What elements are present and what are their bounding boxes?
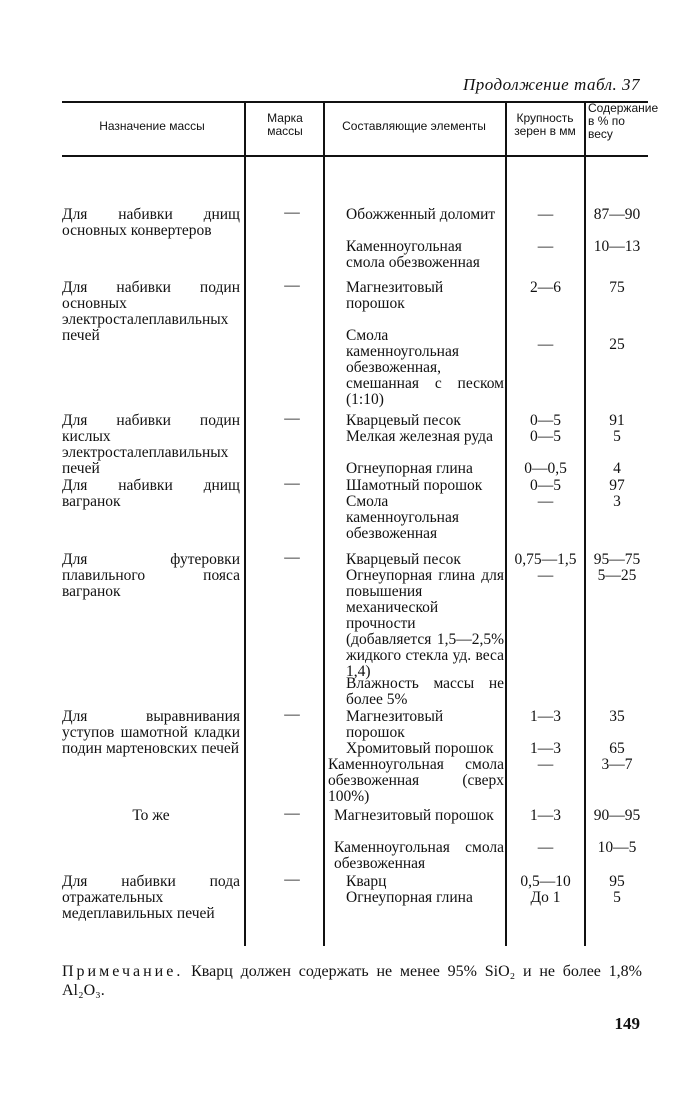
content-cell: 90—95 [593, 807, 641, 824]
size-cell: — [537, 206, 554, 223]
row-purpose: Для набивки днищ основных конвертеров [62, 206, 240, 239]
size-cell: — [537, 493, 554, 510]
content-cell: 97 [609, 477, 625, 494]
size-cell: До 1 [530, 889, 561, 906]
row-purpose: Для набивки пода отражательных медеплавильных печей [62, 873, 240, 922]
component-cell: Огнеупорная глина для повышения механической прочности (добавляется 1,5—2,5% жидкого стекла уд. веса 1,4) [346, 567, 504, 680]
table-note [62, 962, 642, 1000]
content-cell: 95—75 [593, 551, 641, 568]
header-content: Содержание в % по весу [588, 101, 659, 141]
content-cell: 4 [613, 460, 621, 477]
size-cell: 0,75—1,5 [514, 551, 577, 568]
content-cell: 75 [609, 279, 625, 296]
content-cell: 91 [609, 412, 625, 429]
component-cell: Магнезитовый порошок [346, 708, 444, 741]
size-cell: — [537, 238, 554, 255]
content-cell: 35 [609, 708, 625, 725]
column-divider [323, 101, 325, 946]
component-cell: Влажность массы не более 5% [346, 675, 504, 708]
size-cell: 1—3 [530, 708, 561, 725]
note-label: Примечание. [62, 963, 184, 980]
component-cell: Шамотный порошок [346, 477, 483, 494]
content-cell: 5 [613, 428, 621, 445]
size-cell: 1—3 [530, 740, 561, 757]
size-cell: 2—6 [530, 279, 561, 296]
row-mark: — [284, 204, 300, 221]
content-cell: 10—13 [593, 238, 641, 255]
component-cell: Кварц [346, 873, 387, 890]
component-cell: Кварцевый песок [346, 551, 461, 568]
header-mark: Марка массы [267, 111, 303, 138]
component-cell: Каменноугольная смола обезвоженная [346, 238, 480, 271]
component-cell: Магнезитовый порошок [346, 279, 444, 312]
row-mark: — [284, 706, 300, 723]
content-cell: 25 [609, 336, 625, 353]
row-mark: — [284, 475, 300, 492]
size-cell: — [537, 336, 554, 353]
row-purpose: Для набивки днищ вагранок [62, 477, 240, 510]
component-cell: Огнеупорная глина [346, 460, 473, 477]
content-cell: 3—7 [601, 756, 633, 773]
size-cell: 0,5—10 [520, 873, 571, 890]
row-purpose: Для набивки подин основных электросталеплавильных печей [62, 279, 240, 344]
table-caption: Продолжение табл. 37 [462, 75, 640, 94]
component-cell: Каменноугольная смола обезвоженная [334, 839, 504, 872]
row-mark: — [284, 549, 300, 566]
size-cell: 0—5 [530, 477, 561, 494]
size-cell: — [537, 839, 554, 856]
component-cell: Хромитовый порошок [346, 740, 494, 757]
header-components: Составляющие элементы [342, 119, 486, 133]
component-cell: Огнеупорная глина [346, 889, 473, 906]
component-cell: Кварцевый песок [346, 412, 461, 429]
size-cell: — [537, 756, 554, 773]
size-cell: 1—3 [530, 807, 561, 824]
row-purpose: Для набивки подин кислых электросталеплавильных печей [62, 412, 240, 477]
row-purpose: Для футеровки плавильного пояса вагранок [62, 551, 240, 600]
table-header-rule [62, 155, 648, 157]
content-cell: 95 [609, 873, 625, 890]
component-cell: Мелкая железная руда [346, 428, 493, 445]
row-mark: — [284, 805, 300, 822]
header-size: Крупность зерен в мм [514, 111, 576, 138]
content-cell: 87—90 [593, 206, 641, 223]
size-cell: 0—0,5 [524, 460, 567, 477]
size-cell: — [537, 567, 554, 584]
note-text: Кварц должен содержать не менее 95% SiO₂ и не более 1,8% Al₂O₃. [62, 963, 642, 999]
header-purpose: Назначение массы [99, 119, 205, 133]
component-cell: Магнезитовый порошок [334, 807, 494, 824]
page-number: 149 [614, 1014, 640, 1033]
component-cell: Каменноугольная смола обезвоженная (сверх 100%) [328, 756, 504, 805]
component-cell: Смола каменноугольная обезвоженная [346, 493, 459, 542]
row-mark: — [284, 277, 300, 294]
content-cell: 65 [609, 740, 625, 757]
size-cell: 0—5 [530, 428, 561, 445]
size-cell: 0—5 [530, 412, 561, 429]
column-divider [244, 101, 246, 946]
row-mark: — [284, 410, 300, 427]
component-cell: Смола каменноугольная обезвоженная, смешанная с песком (1:10) [346, 327, 504, 408]
content-cell: 3 [613, 493, 621, 510]
content-cell: 10—5 [597, 839, 637, 856]
row-purpose: То же [132, 807, 170, 824]
row-purpose: Для выравнивания уступов шамотной кладки подин мартеновских печей [62, 708, 240, 757]
row-mark: — [284, 871, 300, 888]
component-cell: Обожженный доломит [346, 206, 496, 223]
content-cell: 5—25 [597, 567, 637, 584]
table-top-rule [62, 101, 648, 103]
content-cell: 5 [613, 889, 621, 906]
